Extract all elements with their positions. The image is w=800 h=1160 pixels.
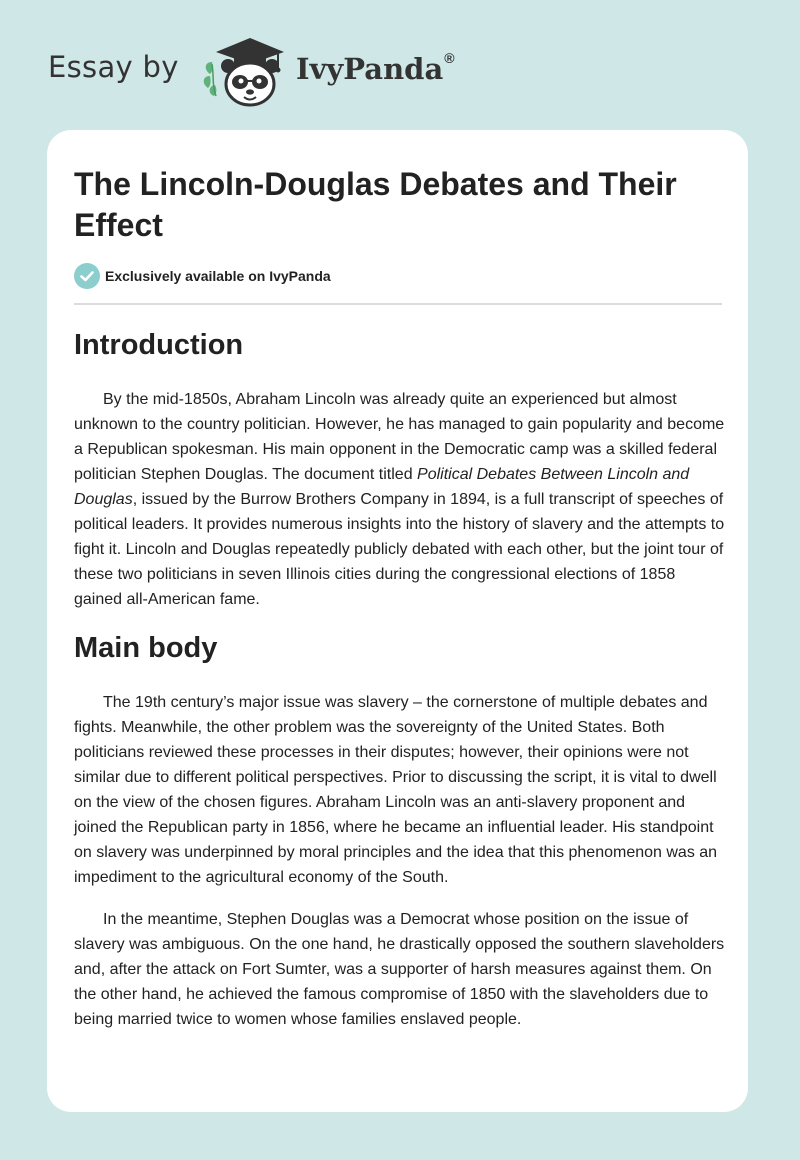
essay-body bbox=[74, 320, 726, 1032]
document-title-italic: Political Debates Between Lincoln and Douglas bbox=[74, 466, 690, 508]
check-circle-icon bbox=[74, 263, 100, 289]
site-header bbox=[0, 0, 800, 130]
brand-text: IvyPanda bbox=[296, 52, 444, 86]
main-body-paragraph-2: In the meantime, Stephen Douglas was a Democrat whose position on the issue of slavery was ambiguous. On the one hand, he drastically opposed the southern slaveholders and, after the attack on Fort Sumter, was a supporter of harsh measures against them. On the other hand, he achieved the famous compromise of 1850 with the slaveholders due to being married twice to women whose families enslaved people. bbox=[74, 911, 725, 1028]
section-heading-introduction: Introduction bbox=[74, 329, 244, 361]
registered-mark: ® bbox=[444, 50, 455, 66]
essay-by-label: Essay by bbox=[48, 50, 179, 84]
intro-text-after: , issued by the Burrow Brothers Company in 1894, is a full transcript of speeches of political leaders. It provides numerous insights into the history of slavery and the attempts to fight it. Lincoln and Douglas repeatedly publicly debated with each other, but the joint tour of these two politicians in seven Illinois cities during the congressional elections of 1858 gained all-American fame. bbox=[74, 491, 725, 608]
essay-card bbox=[47, 130, 748, 1112]
introduction-paragraph bbox=[74, 387, 726, 612]
page-title: The Lincoln-Douglas Debates and Their Effect bbox=[74, 166, 677, 243]
divider bbox=[74, 303, 722, 305]
intro-text-before: By the mid-1850s, Abraham Lincoln was already quite an experienced but almost unknown to the country politician. However, he has managed to gain popularity and become a Republican spokesman. His main opponent in the Democratic camp was a skilled federal politician Stephen Douglas. The document titled bbox=[74, 391, 725, 483]
section-heading-main-body: Main body bbox=[74, 632, 218, 664]
badge-label: Exclusively available on IvyPanda bbox=[105, 268, 331, 284]
exclusive-badge bbox=[74, 263, 331, 289]
brand-name[interactable] bbox=[296, 52, 455, 86]
main-body-paragraph-1: The 19th century’s major issue was slavery – the cornerstone of multiple debates and fights. Meanwhile, the other problem was the sovereignty of the United States. Both politicians reviewed these processes in their disputes; however, their opinions were not similar due to different political perspectives. Prior to discussing the script, it is vital to dwell on the view of the chosen figures. Abraham Lincoln was an anti-slavery proponent and joined the Republican party in 1856, where he became an influential leader. His standpoint on slavery was underpinned by moral principles and the idea that this phenomenon was an impediment to the agricultural economy of the South. bbox=[74, 694, 718, 886]
panda-graduate-icon[interactable] bbox=[200, 34, 292, 108]
